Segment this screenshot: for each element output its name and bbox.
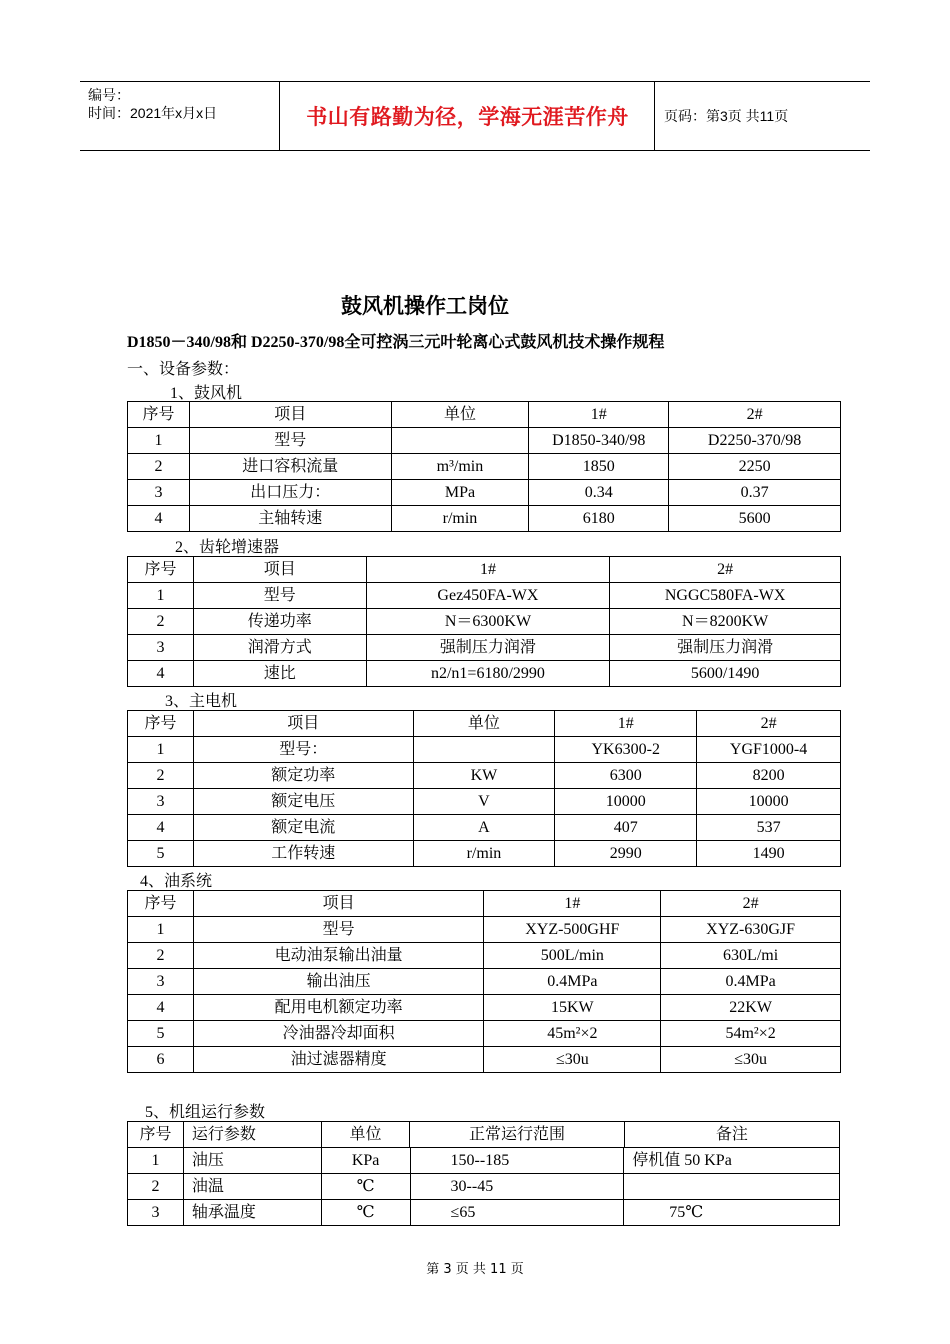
header-cell: 1# (366, 557, 610, 583)
cell: 10000 (555, 789, 697, 815)
cell: XYZ-500GHF (484, 917, 661, 943)
table-row (128, 1148, 840, 1174)
cell: 进口容积流量 (189, 454, 391, 480)
table-header-row (128, 711, 841, 737)
cell: 油温 (183, 1174, 321, 1200)
cell: 0.37 (669, 480, 841, 506)
cell: 冷油器冷却面积 (193, 1021, 484, 1047)
table-row (128, 609, 841, 635)
cell: 型号 (189, 428, 391, 454)
cell: 6 (128, 1047, 194, 1073)
cell: N＝8200KW (610, 609, 841, 635)
cell: 30--45 (410, 1174, 624, 1200)
cell: 6180 (529, 506, 669, 532)
cell: Gez450FA-WX (366, 583, 610, 609)
cell: 537 (697, 815, 841, 841)
header-cell: 2# (697, 711, 841, 737)
cell: 1 (128, 583, 194, 609)
cell: YGF1000-4 (697, 737, 841, 763)
header-cell: 单位 (413, 711, 555, 737)
cell: 5600 (669, 506, 841, 532)
table-row (128, 661, 841, 687)
gearbox-table (127, 556, 841, 687)
table-row (128, 737, 841, 763)
table-row (128, 1200, 840, 1226)
cell: 额定电压 (193, 789, 413, 815)
cell: 45m²×2 (484, 1021, 661, 1047)
cell: 1490 (697, 841, 841, 867)
header-cell: 项目 (193, 557, 366, 583)
oil-table (127, 890, 841, 1073)
header-cell: 1# (555, 711, 697, 737)
cell: 5 (128, 841, 194, 867)
table-row (128, 917, 841, 943)
cell: 速比 (193, 661, 366, 687)
operation-table-body (127, 1147, 840, 1226)
cell: 407 (555, 815, 697, 841)
cell: 5 (128, 1021, 194, 1047)
cell: 1 (128, 917, 194, 943)
cell: 6300 (555, 763, 697, 789)
header-cell: 序号 (128, 1122, 184, 1148)
header-cell: 项目 (189, 402, 391, 428)
header-cell: 备注 (624, 1122, 839, 1148)
cell: 3 (128, 1200, 184, 1226)
header-cell: 项目 (193, 891, 484, 917)
header-motto: 书山有路勤为径，学海无涯苦作舟 (281, 82, 655, 150)
cell: 3 (128, 789, 194, 815)
cell: V (413, 789, 555, 815)
document-subtitle: D1850－340/98和 D2250-370/98全可控涡三元叶轮离心式鼓风机技术操作规程 (127, 334, 665, 351)
cell: 额定功率 (193, 763, 413, 789)
cell: ℃ (321, 1174, 410, 1200)
cell: D2250-370/98 (669, 428, 841, 454)
cell: N＝6300KW (366, 609, 610, 635)
number-label: 编号： (88, 87, 130, 103)
cell: XYZ-630GJF (661, 917, 841, 943)
header-cell: 单位 (321, 1122, 410, 1148)
table-header-row (128, 891, 841, 917)
gearbox-heading: 2、齿轮增速器 (175, 539, 280, 556)
cell: 油压 (183, 1148, 321, 1174)
table-row (128, 454, 841, 480)
table-row (128, 841, 841, 867)
cell: r/min (391, 506, 529, 532)
cell: 配用电机额定功率 (193, 995, 484, 1021)
oil-heading: 4、油系统 (140, 873, 213, 890)
cell: ≤30u (661, 1047, 841, 1073)
cell: r/min (413, 841, 555, 867)
cell: ≤30u (484, 1047, 661, 1073)
header-cell: 1# (484, 891, 661, 917)
section-equipment-params: 一、设备参数： (127, 361, 240, 378)
header-cell: 序号 (128, 711, 194, 737)
table-row (128, 635, 841, 661)
cell: 3 (128, 969, 194, 995)
cell: 停机值 50 KPa (624, 1148, 840, 1174)
table-row (128, 583, 841, 609)
cell: 3 (128, 635, 194, 661)
cell: 2250 (669, 454, 841, 480)
cell: 2990 (555, 841, 697, 867)
cell: 22KW (661, 995, 841, 1021)
cell: 150--185 (410, 1148, 624, 1174)
document-title: 鼓风机操作工岗位 (341, 294, 509, 318)
table-row (128, 480, 841, 506)
cell: 0.4MPa (484, 969, 661, 995)
cell: 630L/mi (661, 943, 841, 969)
cell: 0.4MPa (661, 969, 841, 995)
cell: m³/min (391, 454, 529, 480)
cell: 型号 (193, 583, 366, 609)
cell: 型号： (193, 737, 413, 763)
header-page-info: 页码：第3页 共11页 (664, 108, 789, 124)
cell: MPa (391, 480, 529, 506)
cell: 1 (128, 428, 190, 454)
cell: 500L/min (484, 943, 661, 969)
cell: 型号 (193, 917, 484, 943)
table-row (128, 995, 841, 1021)
header-cell: 序号 (128, 891, 194, 917)
cell: A (413, 815, 555, 841)
header-cell: 正常运行范围 (410, 1122, 624, 1148)
cell: 10000 (697, 789, 841, 815)
cell: 1 (128, 737, 194, 763)
cell: 2 (128, 1174, 184, 1200)
cell (391, 428, 529, 454)
cell: 2 (128, 609, 194, 635)
blower-heading: 1、鼓风机 (170, 385, 243, 402)
motor-table (127, 710, 841, 867)
cell: 8200 (697, 763, 841, 789)
cell: YK6300-2 (555, 737, 697, 763)
cell: 强制压力润滑 (610, 635, 841, 661)
cell: 传递功率 (193, 609, 366, 635)
cell (413, 737, 555, 763)
operation-table (127, 1121, 840, 1148)
table-row (128, 428, 841, 454)
cell: 4 (128, 506, 190, 532)
table-header-row (128, 1122, 840, 1148)
header-cell: 2# (661, 891, 841, 917)
header-cell: 2# (610, 557, 841, 583)
table-row (128, 1174, 840, 1200)
cell: 4 (128, 815, 194, 841)
cell: KW (413, 763, 555, 789)
header-cell: 2# (669, 402, 841, 428)
cell: 2 (128, 763, 194, 789)
header-meta (80, 82, 280, 150)
motor-heading: 3、主电机 (165, 693, 238, 710)
cell: 润滑方式 (193, 635, 366, 661)
table-row (128, 1047, 841, 1073)
table-row (128, 815, 841, 841)
table-row (128, 1021, 841, 1047)
cell: KPa (321, 1148, 410, 1174)
cell: 电动油泵输出油量 (193, 943, 484, 969)
cell: 1 (128, 1148, 184, 1174)
cell: 54m²×2 (661, 1021, 841, 1047)
header-cell: 序号 (128, 557, 194, 583)
table-header-row (128, 402, 841, 428)
cell: 2 (128, 454, 190, 480)
cell: 主轴转速 (189, 506, 391, 532)
table-row (128, 943, 841, 969)
cell: 工作转速 (193, 841, 413, 867)
cell: 强制压力润滑 (366, 635, 610, 661)
table-header-row (128, 557, 841, 583)
table-row (128, 789, 841, 815)
cell: 1850 (529, 454, 669, 480)
cell: 额定电流 (193, 815, 413, 841)
cell: NGGC580FA-WX (610, 583, 841, 609)
cell: 轴承温度 (183, 1200, 321, 1226)
cell: 0.34 (529, 480, 669, 506)
cell: D1850-340/98 (529, 428, 669, 454)
header-cell: 1# (529, 402, 669, 428)
page-header (80, 81, 870, 151)
operation-heading: 5、机组运行参数 (145, 1104, 266, 1121)
cell: 出口压力： (189, 480, 391, 506)
header-cell: 项目 (193, 711, 413, 737)
cell: 5600/1490 (610, 661, 841, 687)
speed-ratio-cell: n2/n1=6180/2990 (366, 661, 610, 687)
cell: 2 (128, 943, 194, 969)
cell: 75℃ (624, 1200, 840, 1226)
table-row (128, 506, 841, 532)
cell: 4 (128, 661, 194, 687)
cell (624, 1174, 840, 1200)
cell: 4 (128, 995, 194, 1021)
cell: 油过滤器精度 (193, 1047, 484, 1073)
cell: 输出油压 (193, 969, 484, 995)
header-cell: 单位 (391, 402, 529, 428)
cell: ≤65 (410, 1200, 624, 1226)
cell: 3 (128, 480, 190, 506)
blower-table (127, 401, 841, 532)
page-footer: 第 3 页 共 11 页 (426, 1262, 524, 1277)
cell: ℃ (321, 1200, 410, 1226)
time-label: 时间：2021年x月x日 (88, 105, 218, 121)
table-row (128, 763, 841, 789)
header-cell: 序号 (128, 402, 190, 428)
cell: 15KW (484, 995, 661, 1021)
table-row (128, 969, 841, 995)
header-cell: 运行参数 (183, 1122, 321, 1148)
